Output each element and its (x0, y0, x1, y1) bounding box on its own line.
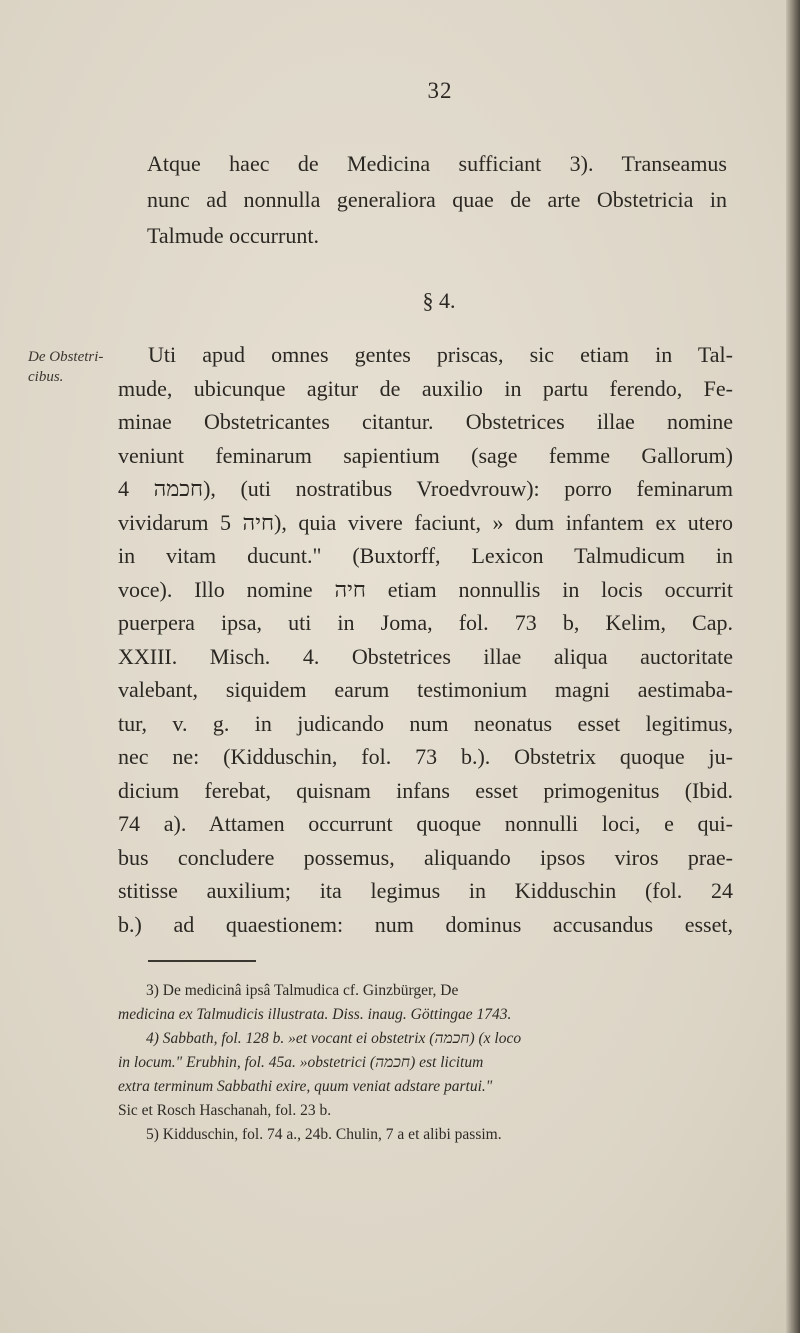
body-line: חכמה 4), (uti nostratibus Vroedvrouw): porro feminarum (118, 476, 734, 501)
body-line: dicium ferebat, quisnam infans esset primogenitus (Ibid. (118, 778, 733, 803)
body-line: stitisse auxilium; ita legimus in Kidduschin (fol. 24 (118, 878, 733, 903)
footnote-line: 4) Sabbath, fol. 128 b. »et vocant ei obstetrix (חכמה) (x loco (146, 1030, 522, 1047)
section-number: § 4. (422, 288, 456, 313)
footnote-line: Sic et Rosch Haschanah, fol. 23 b. (118, 1102, 332, 1119)
paragraph-line: nunc ad nonnulla generaliora quae de arte Obstetricia in (147, 187, 727, 212)
body-line: 74 a). Attamen occurrunt quoque nonnulli loci, e qui- (118, 811, 733, 836)
section-heading (0, 288, 800, 314)
page-edge-shadow (786, 0, 800, 1333)
footnote-line: medicina ex Talmudicis illustrata. Diss. inaug. Göttingae 1743. (118, 1006, 512, 1023)
page-number: 32 (427, 78, 453, 103)
body-line: voce). Illo nomine חיה etiam nonnullis in locis occurrit (118, 577, 733, 602)
body-line: veniunt feminarum sapientium (sage femme Gallorum) (118, 443, 733, 468)
body-line: valebant, siquidem earum testimonium magni aestimaba- (118, 677, 733, 702)
body-line: nec ne: (Kidduschin, fol. 73 b.). Obstetrix quoque ju- (118, 744, 733, 769)
body-line: b.) ad quaestionem: num dominus accusandus esset, (118, 912, 733, 937)
footnote-line: in locum." Erubhin, fol. 45a. »obstetrici (חכמה) est licitum (118, 1054, 484, 1071)
body-line: in vitam ducunt." (Buxtorff, Lexicon Talmudicum in (118, 543, 733, 568)
margin-note-line: cibus. (28, 369, 64, 385)
paragraph-line: Atque haec de Medicina sufficiant 3). Transeamus (147, 151, 727, 176)
margin-note-line: De Obstetri- (28, 349, 104, 365)
body-line: Uti apud omnes gentes priscas, sic etiam in Tal- (148, 342, 733, 367)
body-line: XXIII. Misch. 4. Obstetrices illae aliqua auctoritate (118, 644, 733, 669)
paragraph-line: Talmude occurrunt. (147, 223, 319, 248)
footnote-line: extra terminum Sabbathi exire, quum veniat adstare partui." (118, 1078, 493, 1095)
body-line: tur, v. g. in judicando num neonatus esset legitimus, (118, 711, 733, 736)
body-line: vividarum חיה 5), quia vivere faciunt, » dum infantem ex utero (118, 510, 734, 535)
body-line: puerpera ipsa, uti in Joma, fol. 73 b, Kelim, Cap. (118, 610, 733, 635)
footnote-rule (148, 960, 256, 962)
footnote-line: 5) Kidduschin, fol. 74 a., 24b. Chulin, 7 a et alibi passim. (146, 1126, 502, 1143)
body-line: bus concludere possemus, aliquando ipsos viros prae- (118, 845, 733, 870)
body-line: minae Obstetricantes citantur. Obstetrices illae nomine (118, 409, 733, 434)
footnote-line: 3) De medicinâ ipsâ Talmudica cf. Ginzbürger, De (146, 982, 459, 999)
body-line: mude, ubicunque agitur de auxilio in partu ferendo, Fe- (118, 376, 733, 401)
